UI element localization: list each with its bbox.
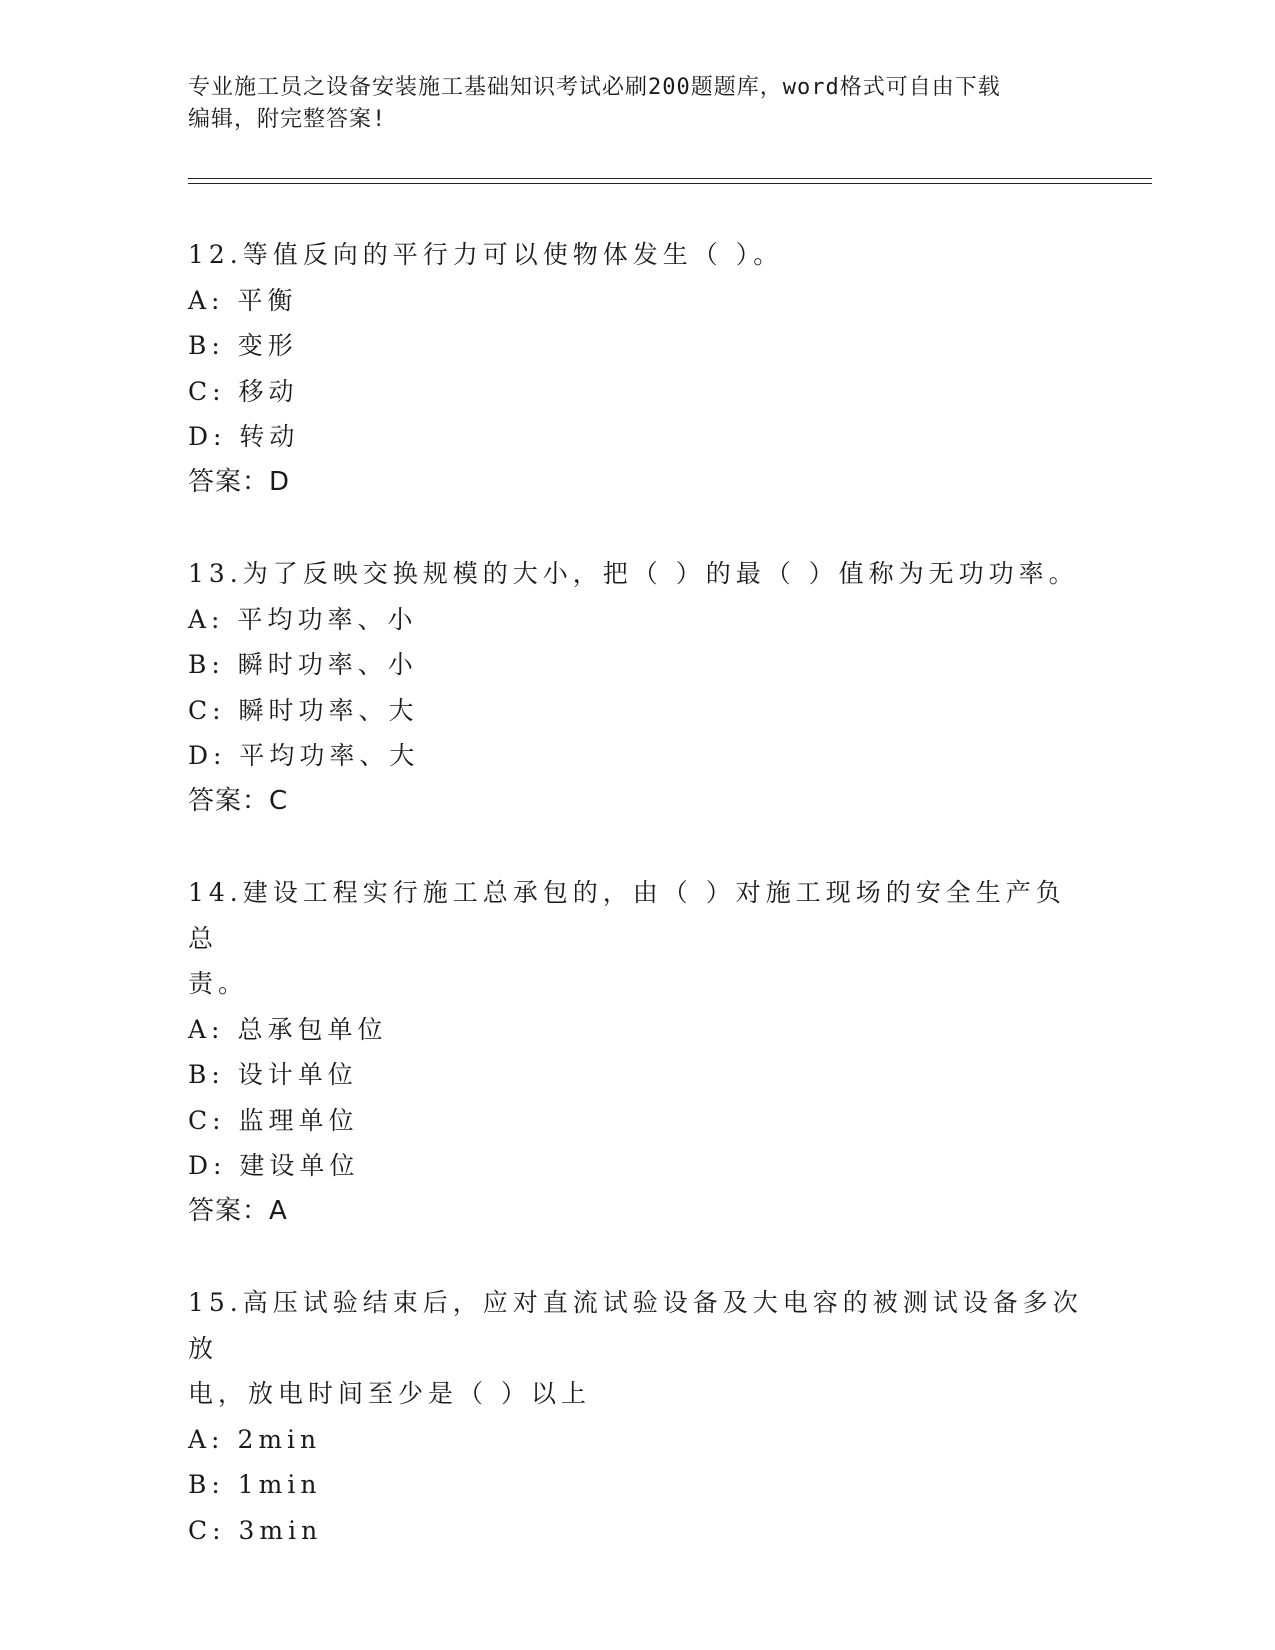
question-block [188, 870, 1088, 1234]
answer-option [188, 1007, 1088, 1053]
answer-option [188, 642, 1088, 688]
question-stem: 电，放电时间至少是（ ）以上 [188, 1379, 591, 1408]
question-stem: 责。 [188, 969, 249, 998]
question-block [188, 551, 1088, 824]
answer-option [188, 1052, 1088, 1098]
option-text: 建设单位 [239, 1151, 360, 1180]
option-label: A: [188, 1424, 225, 1454]
option-text: 3min [238, 1515, 323, 1545]
question-stem: 15.高压试验结束后，应对直流试验设备及大电容的被测试设备多次放 [188, 1288, 1083, 1363]
question-stem: 12.等值反向的平行力可以使物体发生（ ）。 [188, 240, 784, 269]
option-text: 转动 [239, 422, 300, 451]
question-block [188, 1280, 1088, 1553]
option-text: 2min [237, 1424, 322, 1454]
option-label: A: [188, 285, 225, 315]
option-text: 平均功率、大 [239, 741, 420, 770]
question-stem: 14.建设工程实行施工总承包的，由（ ）对施工现场的安全生产负总 [188, 878, 1066, 953]
option-text: 监理单位 [238, 1105, 359, 1135]
answer-option [188, 414, 1088, 460]
option-label: D: [188, 741, 227, 770]
option-text: 移动 [238, 376, 299, 406]
question-block [188, 232, 1088, 505]
answer-option [188, 1098, 1088, 1144]
option-text: 瞬时功率、小 [237, 650, 418, 679]
header-title-line-1: 专业施工员之设备安装施工基础知识考试必刷200题题库，word格式可自由下载 [188, 75, 1001, 100]
option-label: B: [188, 1060, 225, 1089]
option-label: A: [188, 1014, 225, 1044]
option-text: 平均功率、小 [237, 604, 418, 634]
answer-option [188, 1143, 1088, 1189]
answer-option [188, 369, 1088, 415]
answer-option [188, 688, 1088, 734]
option-label: B: [188, 1470, 225, 1499]
question-stem: 13.为了反映交换规模的大小，把（ ）的最（ ）值称为无功功率。 [188, 559, 1079, 588]
option-label: B: [188, 331, 225, 360]
document-header [188, 72, 1068, 136]
answer-option [188, 323, 1088, 369]
answer-option [188, 1417, 1088, 1463]
option-label: C: [188, 1105, 226, 1135]
option-text: 变形 [237, 331, 298, 360]
header-title-line-2: 编辑，附完整答案! [188, 107, 387, 132]
answer-key: 答案：C [188, 785, 289, 816]
option-text: 平衡 [237, 285, 298, 315]
answer-option [188, 278, 1088, 324]
option-text: 总承包单位 [237, 1014, 388, 1044]
header-divider-top [188, 178, 1152, 179]
option-text: 瞬时功率、大 [238, 695, 419, 725]
option-text: 1min [237, 1470, 322, 1499]
answer-option [188, 733, 1088, 779]
answer-key: 答案：D [188, 466, 291, 497]
option-label: C: [188, 376, 226, 406]
question-list [188, 232, 1088, 1599]
option-label: D: [188, 1151, 227, 1180]
header-divider-bottom [188, 183, 1152, 184]
answer-key: 答案：A [188, 1195, 288, 1226]
option-label: B: [188, 650, 225, 679]
answer-option [188, 597, 1088, 643]
option-label: C: [188, 1515, 226, 1545]
answer-option [188, 1508, 1088, 1554]
option-label: A: [188, 604, 225, 634]
answer-option [188, 1462, 1088, 1508]
option-label: D: [188, 422, 227, 451]
option-label: C: [188, 695, 226, 725]
option-text: 设计单位 [237, 1060, 358, 1089]
